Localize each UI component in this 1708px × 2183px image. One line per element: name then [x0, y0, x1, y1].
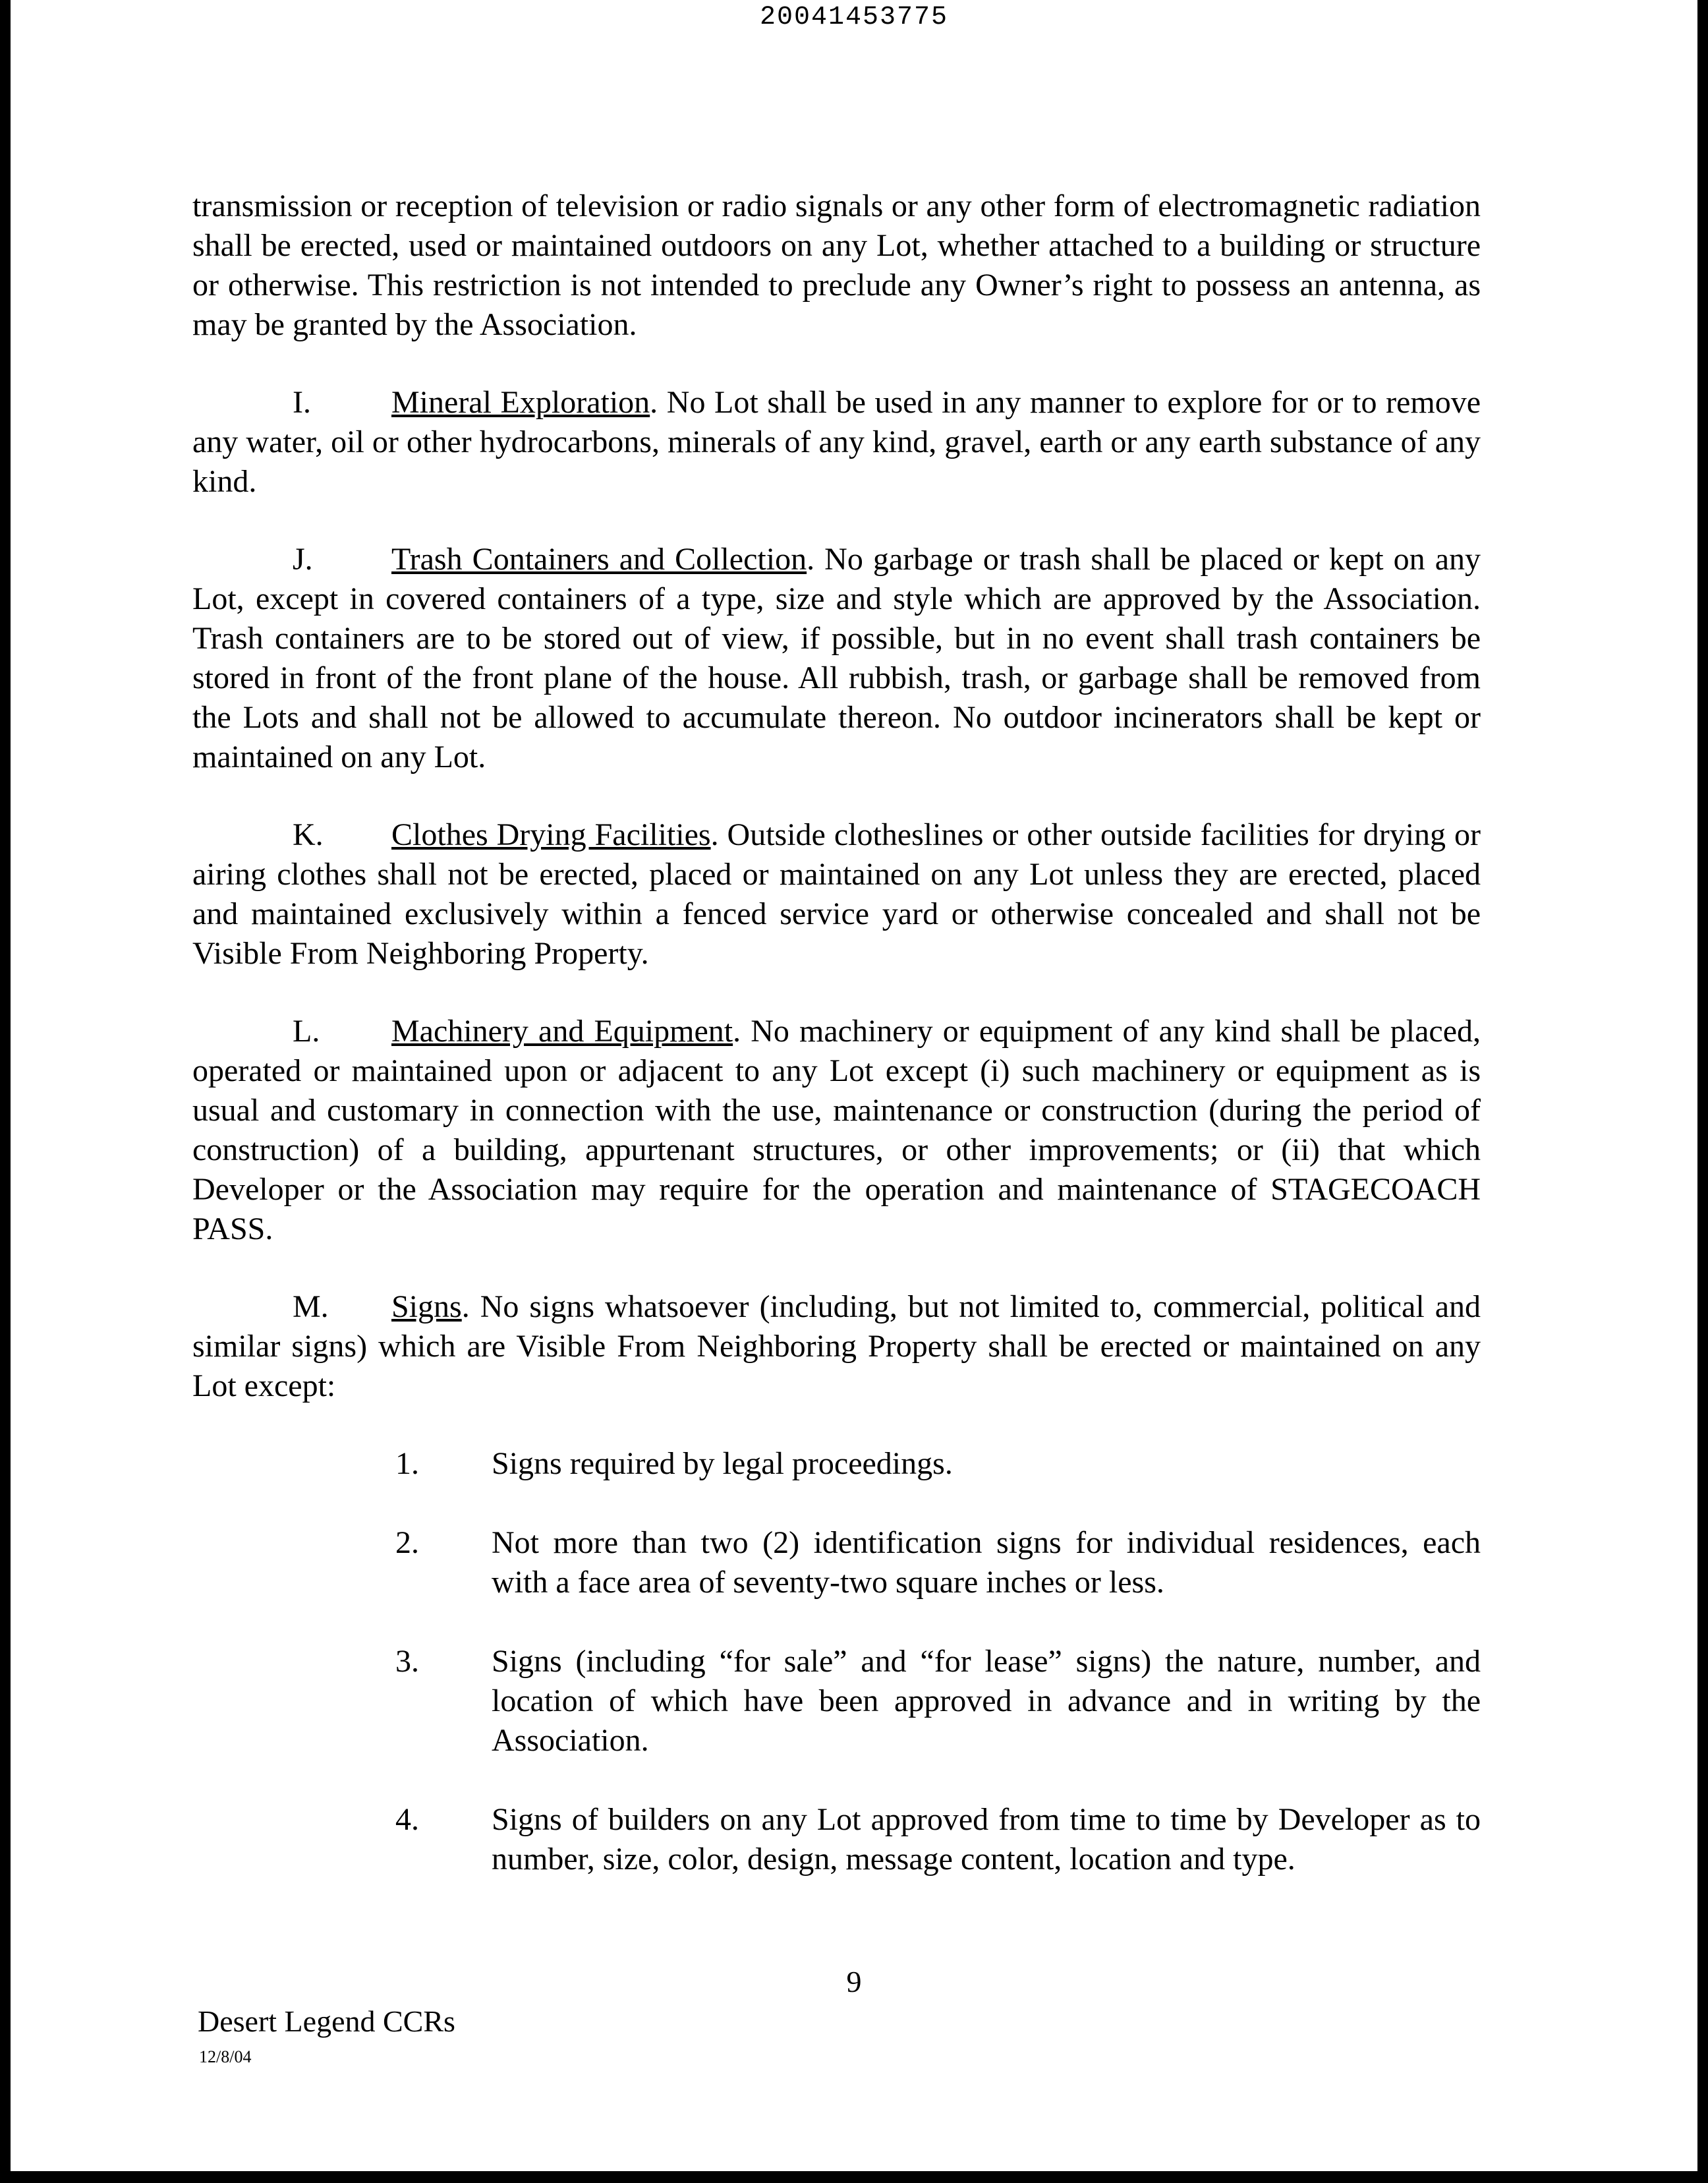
scan-border-bottom	[0, 2171, 1708, 2183]
section-i	[192, 383, 1481, 502]
section-body: . No garbage or trash shall be placed or kept on any Lot, except in covered containers of a type, size and style which are approved by the Association. Trash containers are to be stored out of view, if possible, but in no event shall trash containers be stored in front of the front plane of the house. All rubbish, trash, or garbage shall be removed from the Lots and shall not be allowed to accumulate thereon. No outdoor incinerators shall be kept or maintained on any Lot.	[192, 542, 1481, 774]
section-letter: L.	[293, 1014, 320, 1049]
section-j	[192, 540, 1481, 777]
page-body	[192, 187, 1481, 1919]
list-item-text: Signs (including “for sale” and “for lease” signs) the nature, number, and location of which have been approved in advance and in writing by the Association.	[492, 1644, 1481, 1758]
section-heading: Signs	[391, 1289, 462, 1324]
section-heading: Trash Containers and Collection	[391, 542, 807, 577]
section-heading: Machinery and Equipment	[391, 1014, 733, 1049]
list-item	[395, 1523, 1481, 1602]
list-item-number: 4.	[395, 1802, 419, 1837]
list-item-text: Signs required by legal proceedings.	[492, 1446, 953, 1481]
section-letter: K.	[293, 817, 324, 852]
section-heading: Clothes Drying Facilities	[391, 817, 711, 852]
section-body: . No signs whatsoever (including, but not limited to, commercial, political and similar signs) which are Visible From Neighboring Property shall be erected or maintained on any Lot except:	[192, 1289, 1481, 1403]
list-item-number: 3.	[395, 1644, 419, 1679]
scan-border-right	[1697, 0, 1708, 2183]
section-body: . No Lot shall be used in any manner to explore for or to remove any water, oil or other hydrocarbons, minerals of any kind, gravel, earth or any earth substance of any kind.	[192, 385, 1481, 499]
section-letter: I.	[293, 385, 311, 420]
list-item	[395, 1444, 1481, 1484]
list-item-text: Not more than two (2) identification signs for individual residences, each with a face area of seventy-two square inches or less.	[492, 1525, 1481, 1600]
list-item-number: 1.	[395, 1446, 419, 1481]
section-l	[192, 1012, 1481, 1249]
section-letter: J.	[293, 542, 313, 577]
document-number: 20041453775	[759, 3, 949, 32]
footer-date: 12/8/04	[199, 2047, 252, 2066]
signs-exception-list	[395, 1444, 1481, 1879]
list-item	[395, 1642, 1481, 1761]
section-body: . No machinery or equipment of any kind shall be placed, operated or maintained upon or adjacent to any Lot except (i) such machinery or equipment as is usual and customary in connection with the use, maintenance or construction (during the period of construction) of a building, appurtenant structures, or other improvements; or (ii) that which Developer or the Association may require for the operation and maintenance of STAGECOACH PASS.	[192, 1014, 1481, 1246]
list-item	[395, 1800, 1481, 1879]
section-heading: Mineral Exploration	[391, 385, 650, 420]
intro-paragraph: transmission or reception of television or radio signals or any other form of electromagnetic radiation shall be erected, used or maintained outdoors on any Lot, whether attached to a building or structure or otherwise. This restriction is not intended to preclude any Owner’s right to possess an antenna, as may be granted by the Association.	[192, 189, 1481, 342]
section-k	[192, 815, 1481, 974]
footer-document-title: Desert Legend CCRs	[198, 2004, 455, 2038]
scan-border-left	[0, 0, 11, 2183]
section-body: . Outside clotheslines or other outside facilities for drying or airing clothes shall not be erected, placed or maintained on any Lot unless they are erected, placed and maintained exclusively within a fenced service yard or otherwise concealed and shall not be Visible From Neighboring Property.	[192, 817, 1481, 971]
page-number: 9	[846, 1965, 862, 1998]
section-letter: M.	[293, 1289, 329, 1324]
list-item-number: 2.	[395, 1525, 419, 1560]
section-m	[192, 1287, 1481, 1406]
list-item-text: Signs of builders on any Lot approved from time to time by Developer as to number, size, color, design, message content, location and type.	[492, 1802, 1481, 1877]
